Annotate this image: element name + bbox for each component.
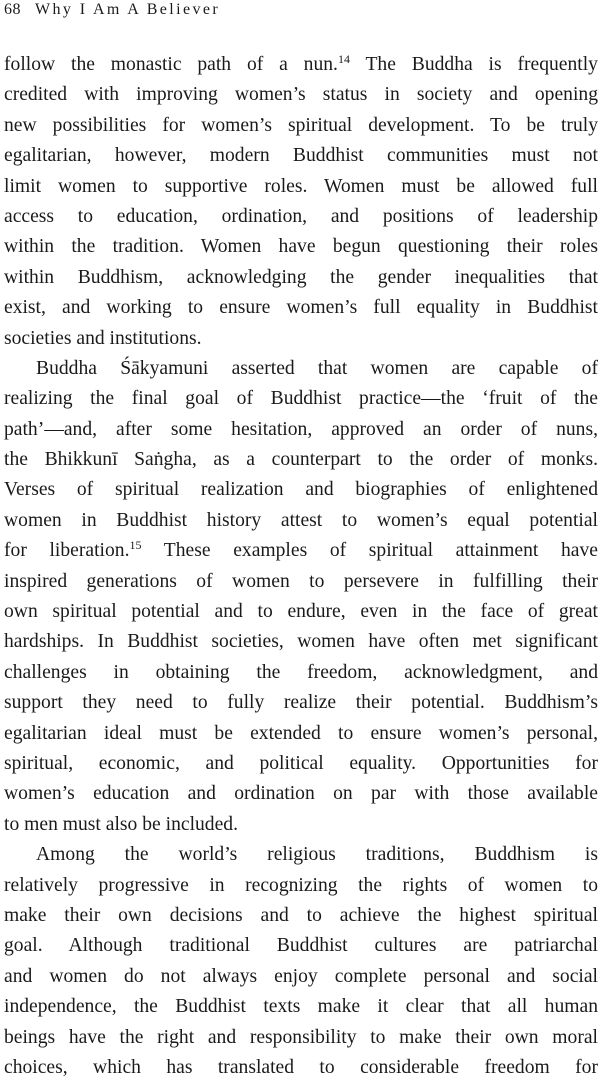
text-segment: and women do not always enjoy complete personal and social <box>4 965 598 987</box>
text-line <box>4 232 598 262</box>
text-segment: Buddha Śākyamuni asserted that women are capable of <box>36 357 598 379</box>
text-line <box>4 1023 598 1053</box>
text-segment: inspired generations of women to persevere in fulfilling their <box>4 570 598 592</box>
text-line <box>4 172 598 202</box>
text-line <box>4 901 598 931</box>
text-segment: credited with improving women’s status in society and opening <box>4 84 598 106</box>
text-line <box>4 627 598 657</box>
text-segment: egalitarian ideal must be extended to ensure women’s personal, <box>4 722 598 744</box>
text-line <box>4 688 598 718</box>
text-segment: to men must also be included. <box>4 813 238 835</box>
page-number: 68 <box>4 1 21 18</box>
text-line <box>4 111 598 141</box>
text-line <box>4 445 598 475</box>
text-segment: make their own decisions and to achieve the highest spiritual <box>4 904 598 926</box>
text-segment: within the tradition. Women have begun questioning their roles <box>4 236 598 258</box>
text-segment: follow the monastic path of a nun. <box>4 54 338 75</box>
text-line <box>4 992 598 1022</box>
paragraph <box>4 354 598 840</box>
text-segment: challenges in obtaining the freedom, acknowledgment, and <box>4 661 598 683</box>
text-segment: The Buddha is frequently <box>349 54 598 75</box>
text-line <box>4 354 598 384</box>
text-segment: realizing the final goal of Buddhist practice—the ‘fruit of the <box>4 388 598 410</box>
text-segment: choices, which has translated to considerable freedom for <box>4 1056 598 1078</box>
text-line <box>4 871 598 901</box>
text-segment: women in Buddhist history attest to women’s equal potential <box>4 509 598 531</box>
footnote-marker[interactable]: 14 <box>337 52 350 66</box>
text-line <box>4 80 598 110</box>
text-line <box>4 141 598 171</box>
text-segment: Among the world’s religious traditions, Buddhism is <box>36 844 598 866</box>
text-segment: independence, the Buddhist texts make it clear that all human <box>4 996 598 1018</box>
text-segment: own spiritual potential and to endure, even in the face of great <box>4 601 598 623</box>
text-segment: access to education, ordination, and positions of leadership <box>4 205 598 227</box>
running-head <box>4 0 220 20</box>
text-line <box>4 597 598 627</box>
text-line <box>4 202 598 232</box>
text-segment: new possibilities for women’s spiritual development. To be truly <box>4 114 598 136</box>
text-line <box>4 415 598 445</box>
text-line <box>4 293 598 323</box>
text-segment: Verses of spiritual realization and biographies of enlightened <box>4 479 598 501</box>
text-line <box>4 840 598 870</box>
text-line <box>4 263 598 293</box>
text-segment: goal. Although traditional Buddhist cultures are patriarchal <box>4 935 598 957</box>
text-line <box>4 50 598 80</box>
text-segment: spiritual, economic, and political equality. Opportunities for <box>4 752 598 774</box>
text-line <box>4 962 598 992</box>
text-line <box>4 384 598 414</box>
text-line <box>4 779 598 809</box>
text-line <box>4 931 598 961</box>
text-line <box>4 1053 598 1083</box>
text-line <box>4 536 598 566</box>
text-line <box>4 749 598 779</box>
text-segment: limit women to supportive roles. Women must be allowed full <box>4 175 598 197</box>
footnote-marker[interactable]: 15 <box>129 538 142 553</box>
text-segment: relatively progressive in recognizing the rights of women to <box>4 874 598 896</box>
text-line <box>4 475 598 505</box>
text-segment: women’s education and ordination on par with those available <box>4 783 598 805</box>
text-segment: within Buddhism, acknowledging the gender inequalities that <box>4 266 598 288</box>
text-segment: the Bhikkunī Saṅgha, as a counterpart to the order of monks. <box>4 449 598 471</box>
text-segment: beings have the right and responsibility to make their own moral <box>4 1026 598 1048</box>
text-line <box>4 810 598 840</box>
text-segment: hardships. In Buddhist societies, women have often met significant <box>4 631 598 653</box>
text-segment: egalitarian, however, modern Buddhist communities must not <box>4 145 598 167</box>
text-segment: societies and institutions. <box>4 327 202 349</box>
text-segment: These examples of spiritual attainment have <box>141 540 598 562</box>
paragraph <box>4 840 598 1083</box>
text-segment: support they need to fully realize their potential. Buddhism’s <box>4 692 598 714</box>
text-line <box>4 719 598 749</box>
text-line <box>4 658 598 688</box>
paragraph <box>4 50 598 354</box>
text-line <box>4 324 598 354</box>
text-line <box>4 506 598 536</box>
text-line <box>4 567 598 597</box>
body-text <box>4 50 598 1083</box>
text-segment: exist, and working to ensure women’s full equality in Buddhist <box>4 297 598 319</box>
text-segment: for liberation. <box>4 540 130 562</box>
text-segment: path’—and, after some hesitation, approved an order of nuns, <box>4 418 598 440</box>
running-title: Why I Am A Believer <box>35 1 221 18</box>
